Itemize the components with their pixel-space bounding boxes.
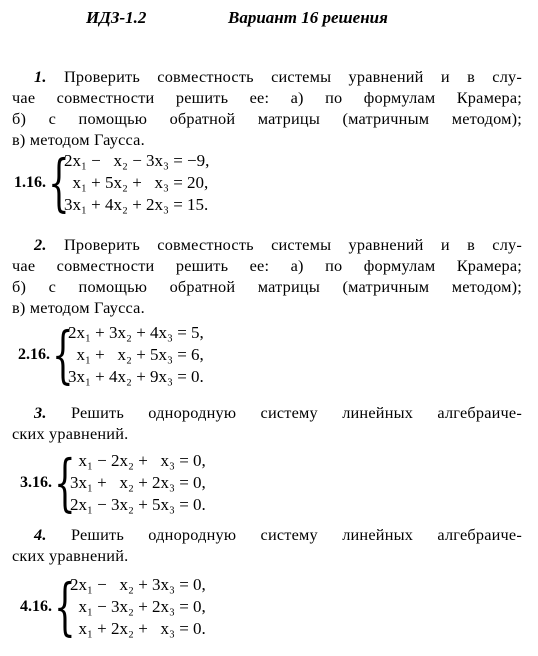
system-1 [14, 146, 210, 219]
task-1 [12, 66, 522, 150]
task-1-line-1: Проверить совместность системы уравнений и в слу- [63, 67, 523, 86]
system-3-equations [70, 450, 206, 516]
system-3-eq-2: 3x₁ + x₂ + 2x₃ = 0, [70, 473, 206, 492]
system-2-label: 2.16. [18, 346, 50, 363]
system-4 [20, 570, 206, 643]
assignment-title: ИДЗ-1.2 [86, 8, 147, 27]
variant-title: Вариант 16 решения [228, 8, 388, 27]
system-2-equations [68, 322, 204, 388]
task-4-number: 4. [34, 525, 47, 544]
task-1-text [12, 66, 522, 150]
task-2-number: 2. [34, 235, 47, 254]
task-2-text [12, 234, 522, 318]
system-4-eq-1: 2x₁ − x₂ + 3x₃ = 0, [70, 575, 206, 594]
task-1-line-4: в) методом Гаусса. [12, 130, 145, 149]
task-4-line-2: ских уравнений. [12, 546, 129, 565]
task-3-number: 3. [34, 403, 47, 422]
task-2-line-1: Проверить совместность системы уравнений и в слу- [63, 235, 523, 254]
task-4-line-1: Решить однородную систему линейных алгебраиче- [70, 525, 522, 544]
system-3-label: 3.16. [20, 474, 52, 491]
task-1-line-3: б) с помощью обратной матрицы (матричным методом); [12, 109, 522, 128]
system-2 [18, 318, 204, 391]
system-1-label: 1.16. [14, 174, 46, 191]
system-1-eq-1: 2x₁ − x₂ − 3x₃ = −9, [64, 151, 210, 170]
system-3-eq-3: 2x₁ − 3x₂ + 5x₃ = 0. [70, 495, 206, 514]
system-1-equations [64, 150, 209, 216]
system-2-brace: { [52, 318, 74, 391]
system-2-eq-2: x₁ + x₂ + 5x₃ = 6, [68, 345, 204, 364]
system-3-brace: { [54, 446, 76, 519]
system-2-eq-3: 3x₁ + 4x₂ + 9x₃ = 0. [68, 367, 204, 386]
system-1-eq-2: x₁ + 5x₂ + x₃ = 20, [64, 173, 209, 192]
task-2-line-4: в) методом Гаусса. [12, 298, 145, 317]
system-3-eq-1: x₁ − 2x₂ + x₃ = 0, [70, 451, 206, 470]
task-4-text [12, 524, 522, 566]
task-1-number: 1. [34, 67, 47, 86]
task-1-line-2: чае совместности решить ее: а) по формулам Крамера; [12, 88, 522, 107]
system-4-label: 4.16. [20, 598, 52, 615]
system-4-equations [70, 574, 206, 640]
system-3 [20, 446, 206, 519]
system-4-eq-2: x₁ − 3x₂ + 2x₃ = 0, [70, 597, 206, 616]
system-2-eq-1: 2x₁ + 3x₂ + 4x₃ = 5, [68, 323, 204, 342]
system-1-eq-3: 3x₁ + 4x₂ + 2x₃ = 15. [64, 195, 209, 214]
task-3-text [12, 402, 522, 444]
task-2-line-2: чае совместности решить ее: а) по формулам Крамера; [12, 256, 522, 275]
system-4-eq-3: x₁ + 2x₂ + x₃ = 0. [70, 619, 206, 638]
task-2-line-3: б) с помощью обратной матрицы (матричным методом); [12, 277, 522, 296]
task-4 [12, 524, 522, 566]
task-3-line-1: Решить однородную систему линейных алгебраиче- [70, 403, 522, 422]
system-1-brace: { [48, 146, 70, 219]
system-4-brace: { [54, 570, 76, 643]
task-2 [12, 234, 522, 318]
task-3-line-2: ских уравнений. [12, 424, 129, 443]
task-3 [12, 402, 522, 444]
